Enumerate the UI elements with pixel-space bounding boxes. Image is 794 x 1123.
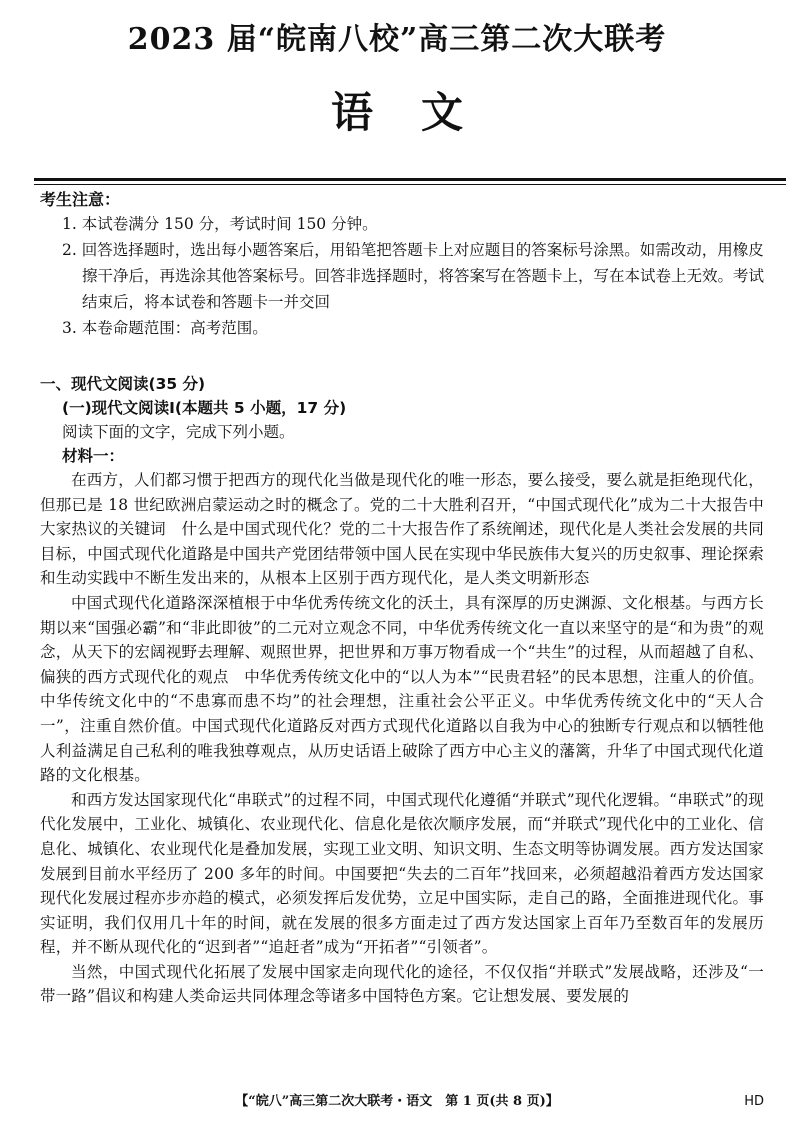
sub-section-heading: (一)现代文阅读Ⅰ(本题共 5 小题，17 分) xyxy=(62,399,347,417)
material-paragraph: 中国式现代化道路深深植根于中华优秀传统文化的沃土，具有深厚的历史渊源、文化根基。与西方长期以来“国强必霸”和“非此即彼”的二元对立观念不同，中华优秀传统文化一直以来坚守的是“和为贵”的观念，从天下的宏阔视野去理解、观照世界，把世界和万事万物看成一个“共生”的过程，从而超越了自私、偏狭的西方式现代化的观点 中华优秀传统文化中的“以人为本”“民贵君轻”的民本思想，注重人的价值。中华传统文化中的“不患寡而患不均”的社会理想，注重社会公平正义。中华优秀传统文化中的“天人合一”，注重自然价值。中国式现代化道路反对西方式现代化道路以自我为中心的独断专行观点和以牺牲他人利益满足自己私利的唯我独尊观点，从历史话语上破除了西方中心主义的藩篱，升华了中国式现代化道路的文化根基。 xyxy=(40,593,764,785)
notice-list xyxy=(40,211,770,341)
footer-code: HD xyxy=(744,1094,764,1109)
notice-item: 2. 回答选择题时，选出每小题答案后，用铅笔把答题卡上对应题目的答案标号涂黑。如需改动，用橡皮擦干净后，再选涂其他答案标号。回答非选择题时，将答案写在答题卡上，写在本试卷上无效。考试结束后，将本试卷和答题卡一并交回 xyxy=(62,241,765,311)
material-paragraph: 当然，中国式现代化拓展了发展中国家走向现代化的途径，不仅仅指“并联式”发展战略，还涉及“一带一路”倡议和构建人类命运共同体理念等诸多中国特色方案。它让想发展、要发展的 xyxy=(40,962,764,1006)
subject-title: 语文 xyxy=(330,88,511,137)
header-divider-thick xyxy=(34,178,786,181)
exam-title: 2023 届“皖南八校”高三第二次大联考 xyxy=(127,22,667,57)
notice-item: 1. 本试卷满分 150 分，考试时间 150 分钟。 xyxy=(62,215,378,233)
footer-page-info: 【“皖八”高三第二次大联考・语文 第 1 页(共 8 页)】 xyxy=(235,1094,559,1109)
notice-item: 3. 本卷命题范围：高考范围。 xyxy=(62,319,268,337)
notice-heading: 考生注意： xyxy=(40,190,121,209)
section-heading: 一、现代文阅读(35 分) xyxy=(40,375,206,393)
header-divider-thin xyxy=(34,184,786,185)
candidate-notice xyxy=(40,189,770,341)
material-label: 材料一： xyxy=(62,447,125,465)
page-footer xyxy=(0,1091,794,1113)
material-paragraph: 在西方，人们都习惯于把西方的现代化当做是现代化的唯一形态，要么接受，要么就是拒绝现代化，但那已是 18 世纪欧洲启蒙运动之时的概念了。党的二十大胜利召开，“中国式现代化”成为二十大报告中大家热议的关键词 什么是中国式现代化？党的二十大报告作了系统阐述，现代化是人类社会发展的共同目标，中国式现代化道路是中国共产党团结带领中国人民在实现中华民族伟大复兴的历史叙事、理论探索和生动实践中不断生发出来的，从根本上区别于西方现代化，是人类文明新形态 xyxy=(40,471,764,588)
reading-section xyxy=(40,372,764,1009)
material-paragraph: 和西方发达国家现代化“串联式”的过程不同，中国式现代化遵循“并联式”现代化逻辑。“串联式”的现代化发展中，工业化、城镇化、农业现代化、信息化是依次顺序发展，而“并联式”现代化中的工业化、信息化、城镇化、农业现代化是叠加发展，实现工业文明、知识文明、生态文明等协调发展。西方发达国家发展到目前水平经历了 200 多年的时间。中国要把“失去的二百年”找回来，必须超越沿着西方发达国家现代化发展过程亦步亦趋的模式，必须发挥后发优势，立足中国实际，走自己的路，全面推进现代化。事实证明，我们仅用几十年的时间，就在发展的很多方面走过了西方发达国家上百年乃至数百年的发展历程，并不断从现代化的“迟到者”“追赶者”成为“开拓者”“引领者”。 xyxy=(40,790,764,957)
reading-instruction: 阅读下面的文字，完成下列小题。 xyxy=(62,423,295,441)
